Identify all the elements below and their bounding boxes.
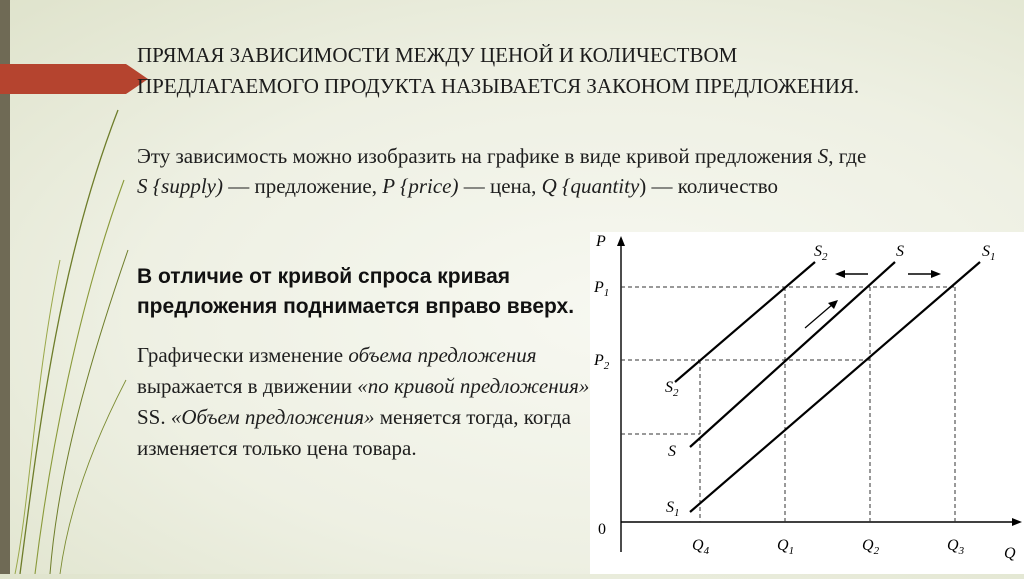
p3-text-d: «по кривой предложения»: [357, 374, 590, 398]
dashed-guides: [621, 287, 955, 522]
curve-s: [690, 262, 895, 447]
label-s2-top: $S_2$: [814, 243, 828, 263]
label-q4: $Q_4$: [692, 537, 710, 557]
graph-svg: [590, 232, 1024, 574]
label-q2: $Q_2$: [862, 537, 880, 557]
label-q3: $Q_3$: [947, 537, 965, 557]
label-s1-top: $S_1$: [982, 243, 996, 263]
p-axis-arrow-icon: [617, 236, 625, 246]
title-marker-tab: [0, 64, 126, 94]
p3-text-b: объема предложения: [348, 343, 537, 367]
p3-text-a: Графически изменение: [137, 343, 349, 367]
label-s2-left: $S_2$: [665, 379, 679, 399]
p1-s: S: [817, 144, 829, 168]
p1-q-quantity: Q {quantity: [541, 174, 640, 198]
p1-s-supply: S {supply): [137, 174, 223, 198]
q-axis-arrow-icon: [1012, 518, 1022, 526]
label-q-axis: Q: [1004, 545, 1016, 562]
movement-arrow: [805, 304, 833, 328]
label-p-axis: P: [596, 233, 606, 250]
p3-text-g: меняется тогда, когда изменяется только цена товара.: [137, 405, 571, 460]
p3-text-c: выражается в движении: [137, 374, 358, 398]
supply-shift-graph: [590, 232, 1024, 574]
label-s1-left: $S_1$: [666, 499, 680, 519]
label-s-left: S: [668, 443, 676, 460]
slide-title: ПРЯМАЯ ЗАВИСИМОСТИ МЕЖДУ ЦЕНОЙ И КОЛИЧЕСТВОМ ПРЕДЛАГАЕМОГО ПРОДУКТА НАЗЫВАЕТСЯ ЗАКОНОМ ПРЕДЛОЖЕНИЯ.: [137, 43, 860, 98]
label-s-top: S: [896, 243, 904, 260]
p1-text-e: ) — количество: [639, 174, 779, 198]
p1-text-b: , где: [828, 144, 867, 168]
curve-s2: [675, 262, 815, 382]
p1-text-d: — цена,: [458, 174, 542, 198]
paragraph-graphic-change: [137, 340, 597, 464]
p1-text-a: Эту зависимость можно изобразить на графике в виде кривой предложения: [137, 144, 818, 168]
label-q1: $Q_1$: [777, 537, 795, 557]
p1-text-c: — предложение,: [222, 174, 383, 198]
curve-s1: [690, 262, 980, 512]
p3-text-f: «Объем предложения»: [170, 405, 375, 429]
paragraph-supply-curve: [137, 141, 877, 201]
shift-right-arrow-icon: [931, 270, 941, 278]
shift-left-arrow-icon: [835, 270, 845, 278]
label-origin: 0: [598, 521, 606, 538]
label-p2: $P_2$: [594, 352, 610, 372]
p3-text-e: SS.: [137, 405, 171, 429]
label-p1: $P_1$: [594, 279, 610, 299]
p1-p-price: P {price): [382, 174, 459, 198]
paragraph-bold-difference: В отличие от кривой спроса кривая предложения поднимается вправо вверх.: [137, 265, 575, 318]
